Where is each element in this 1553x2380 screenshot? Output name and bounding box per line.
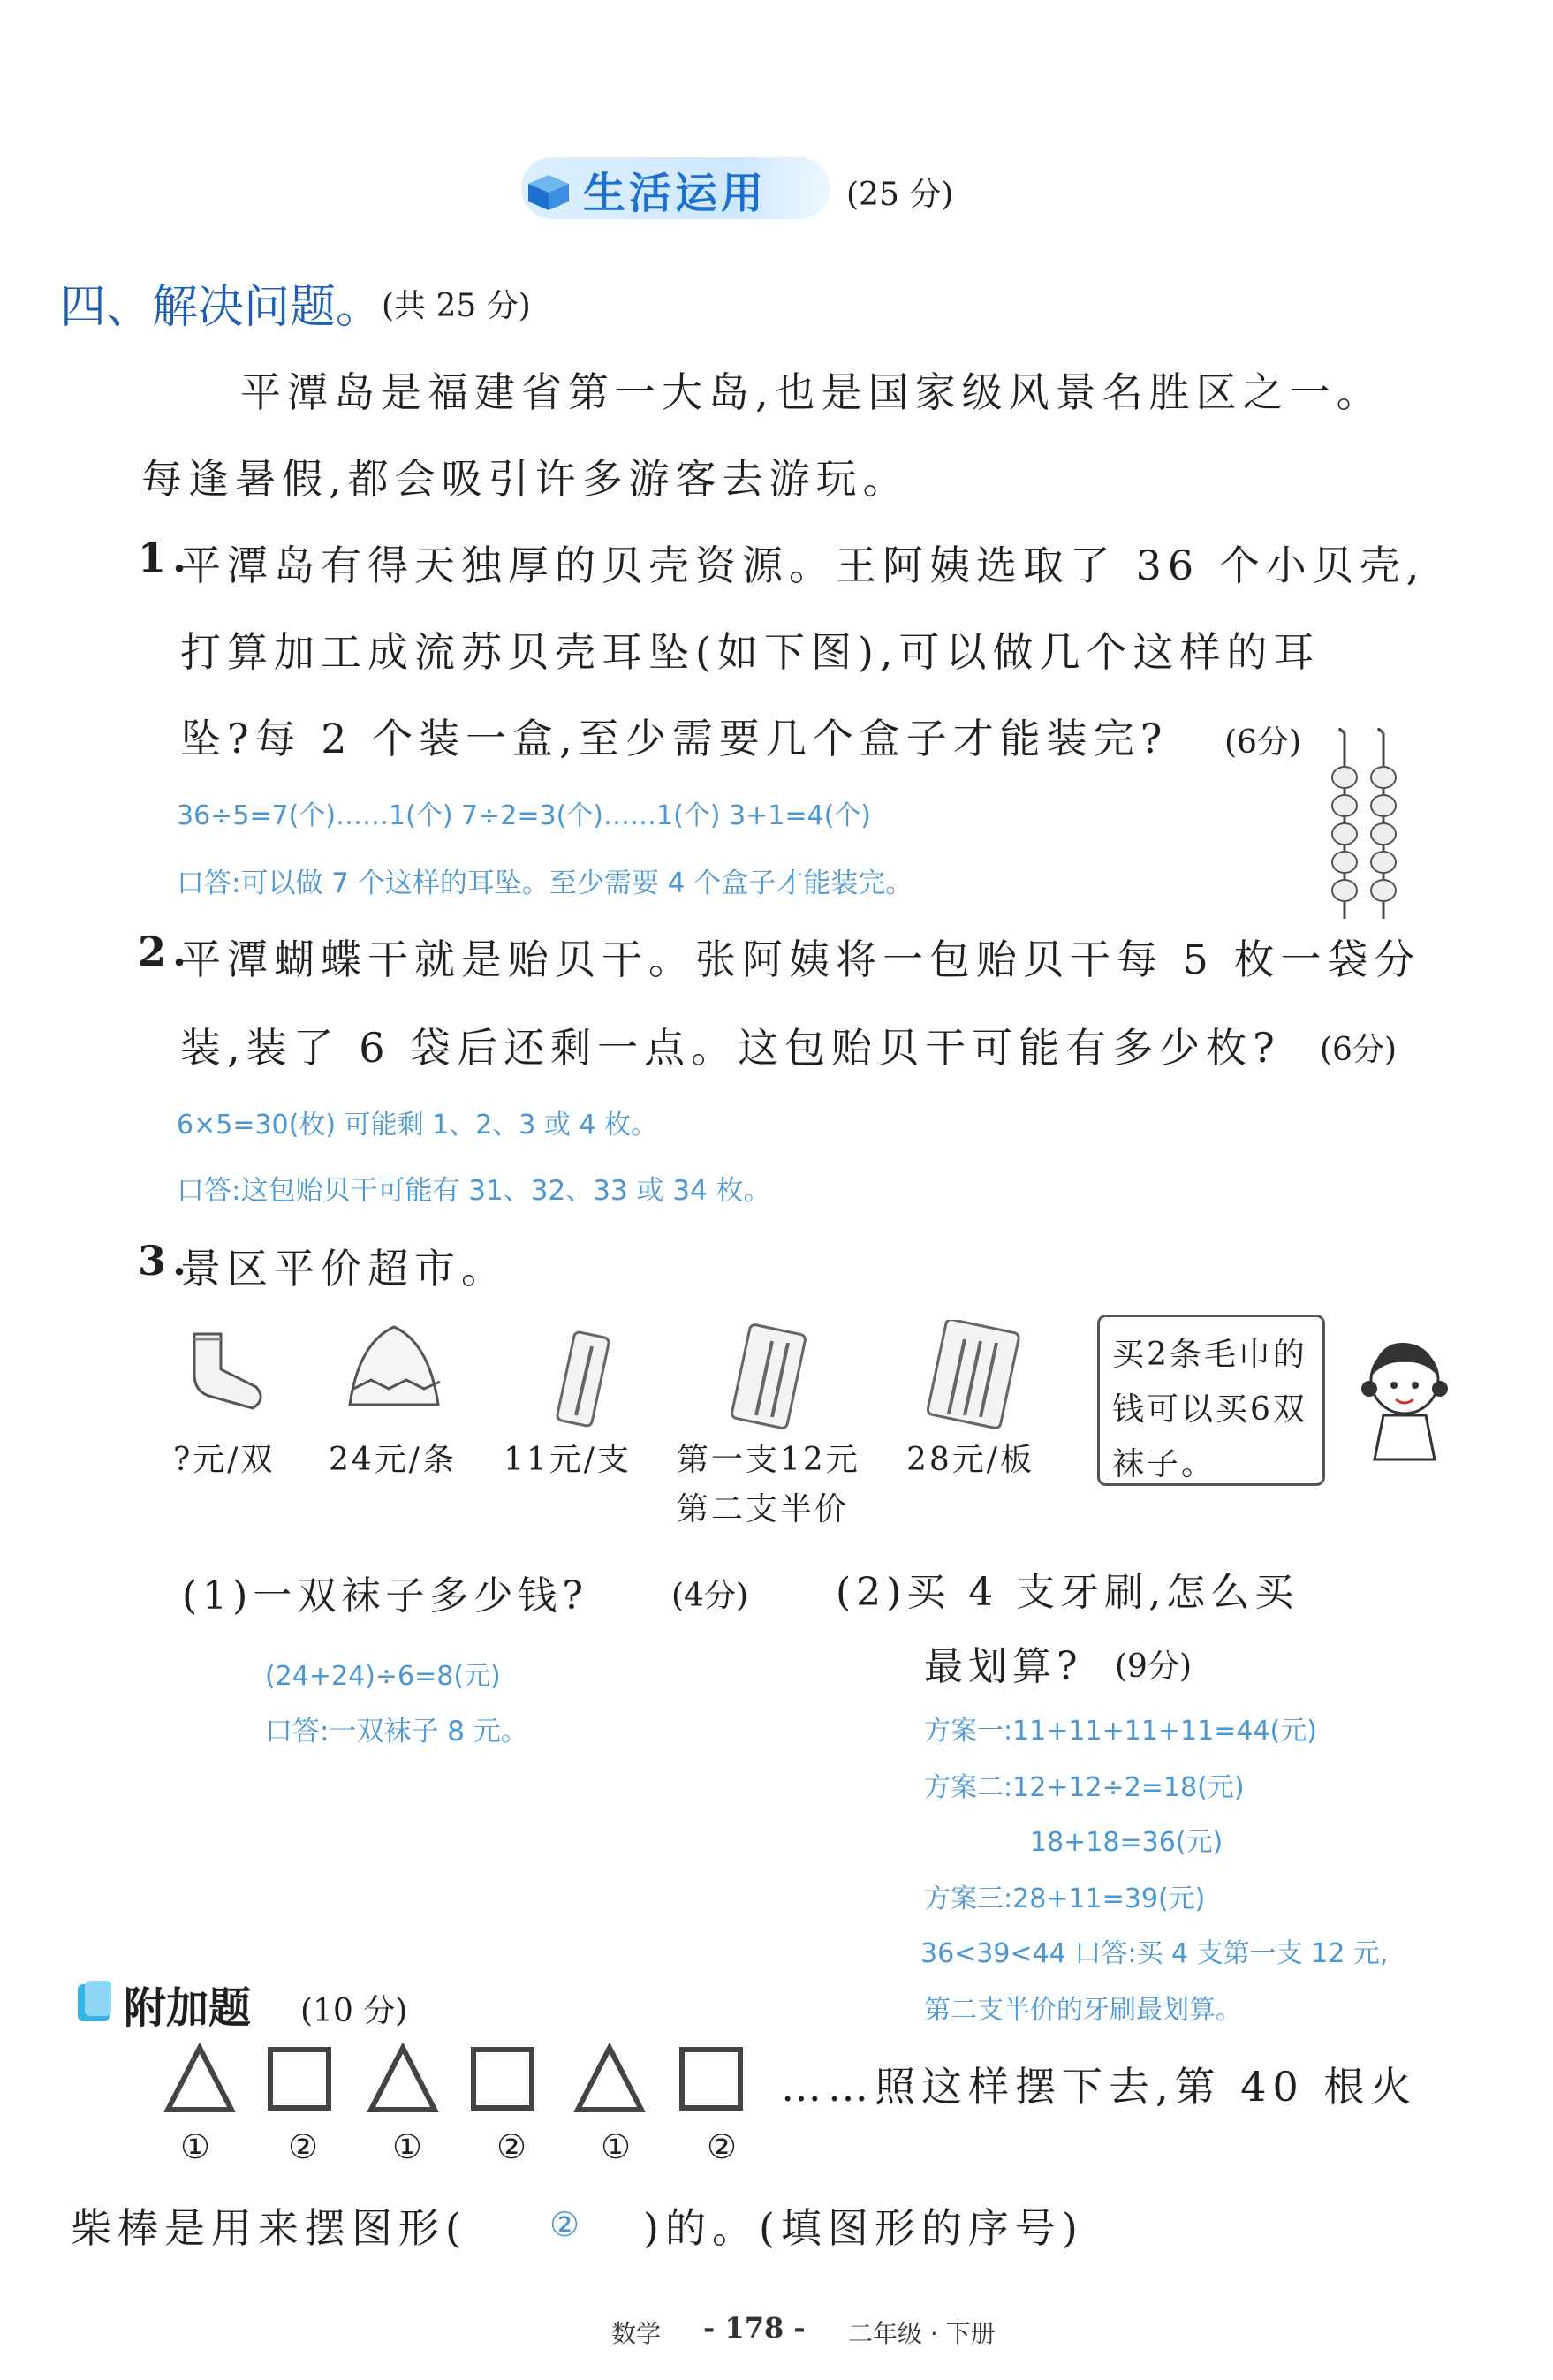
shell-earrings-icon (1325, 724, 1405, 928)
q1-number: 1. (138, 534, 193, 581)
figure-label-3: ① (392, 2127, 423, 2166)
bonus-answer[interactable]: ② (549, 2205, 580, 2244)
q3-sub2-score: (9分) (1115, 1649, 1192, 1685)
footer-subject: 数学 (611, 2319, 662, 2348)
q3-sub2-conclusion: 第二支半价的牙刷最划算。 (924, 1995, 1242, 2026)
section-title: 生活运用 (583, 169, 768, 218)
price-towel: 24元/条 (329, 1442, 457, 1478)
matchstick-figures (159, 2039, 769, 2119)
q2-line-1: 平潭蝴蝶干就是贻贝干。张阿姨将一包贻贝干每 5 枚一袋分 (180, 936, 1421, 983)
footer-page: - 178 - (703, 2311, 806, 2345)
q2-answer-calc: 6×5=30(枚) 可能剩 1、2、3 或 4 枚。 (177, 1110, 658, 1141)
q1-line-1: 平潭岛有得天独厚的贝壳资源。王阿姨选取了 36 个小贝壳, (180, 542, 1426, 589)
q2-number: 2. (138, 928, 193, 975)
q3-sub2-plan2: 方案二:12+12÷2=18(元) (924, 1772, 1245, 1803)
price-socks: ?元/双 (173, 1442, 276, 1478)
part-score: (共 25 分) (382, 288, 531, 324)
q2-line-2: 装,装了 6 袋后还剩一点。这包贻贝干可能有多少枚? (180, 1024, 1281, 1072)
q3-sub2-plan1: 方案一:11+11+11+11=44(元) (924, 1716, 1317, 1747)
q3-sub1-score: (4分) (671, 1578, 748, 1614)
cube-icon (527, 173, 571, 212)
q2-score: (6分) (1320, 1032, 1397, 1068)
q3-sub2-title-2: 最划算? (924, 1644, 1083, 1689)
price-pack-first: 第一支12元 (677, 1442, 860, 1478)
price-pack-second: 第二支半价 (677, 1491, 850, 1527)
toothbrush-pack-icon (723, 1323, 820, 1429)
q3-number: 3. (138, 1237, 193, 1285)
girl-icon (1352, 1334, 1458, 1467)
price-board: 28元/板 (906, 1442, 1034, 1478)
price-toothbrush: 11元/支 (504, 1442, 632, 1478)
figure-label-4: ② (496, 2127, 527, 2166)
section-score: (25 分) (846, 177, 954, 213)
q2-answer-text: 口答:这包贻贝干可能有 31、32、33 或 34 枚。 (177, 1175, 771, 1207)
figure-label-1: ① (180, 2127, 211, 2166)
q1-answer-calc: 36÷5=7(个)……1(个) 7÷2=3(个)……1(个) 3+1=4(个) (177, 800, 871, 831)
bonus-score: (10 分) (300, 1993, 408, 2029)
towel-icon (341, 1316, 447, 1414)
q3-title: 景区平价超市。 (180, 1245, 508, 1292)
speech-bubble: 买2条毛巾的钱可以买6双袜子。 (1097, 1315, 1325, 1486)
figure-label-6: ② (707, 2127, 738, 2166)
part-title: 四、解决问题。 (60, 281, 383, 334)
toothbrush-board-icon (919, 1320, 1034, 1429)
bonus-title: 附加题 (124, 1983, 252, 2033)
q3-sub2-title-1: (2)买 4 支牙刷,怎么买 (836, 1570, 1299, 1615)
q3-sub2-plan2b: 18+18=36(元) (1030, 1827, 1223, 1858)
bonus-text-2b: )的。(填图形的序号) (643, 2204, 1084, 2252)
q1-line-2: 打算加工成流苏贝壳耳坠(如下图),可以做几个这样的耳 (180, 628, 1321, 676)
footer-grade: 二年级 · 下册 (848, 2319, 996, 2348)
q3-sub2-plan3: 方案三:28+11=39(元) (924, 1884, 1206, 1914)
bonus-text-2a: 柴棒是用来摆图形( (71, 2204, 467, 2252)
q3-sub1-answer: 口答:一双袜子 8 元。 (265, 1716, 528, 1747)
q3-sub1-calc: (24+24)÷6=8(元) (265, 1661, 501, 1692)
intro-line-1: 平潭岛是福建省第一大岛,也是国家级风景名胜区之一。 (240, 368, 1383, 416)
q1-line-3: 坠?每 2 个装一盒,至少需要几个盒子才能装完? (180, 715, 1169, 762)
toothbrush-icon (548, 1330, 618, 1428)
q1-score: (6分) (1224, 724, 1301, 761)
q3-sub1-title: (1)一双袜子多少钱? (182, 1573, 588, 1618)
bonus-text-1: ……照这样摆下去,第 40 根火 (781, 2063, 1418, 2111)
bonus-icon (74, 1979, 117, 2025)
q1-answer-text: 口答:可以做 7 个这样的耳坠。至少需要 4 个盒子才能装完。 (177, 868, 913, 899)
figure-label-5: ① (601, 2127, 632, 2166)
q3-sub2-compare: 36<39<44 口答:买 4 支第一支 12 元, (920, 1938, 1389, 1969)
figure-label-2: ② (288, 2127, 319, 2166)
intro-line-2: 每逢暑假,都会吸引许多游客去游玩。 (141, 455, 910, 503)
socks-icon (177, 1316, 274, 1414)
